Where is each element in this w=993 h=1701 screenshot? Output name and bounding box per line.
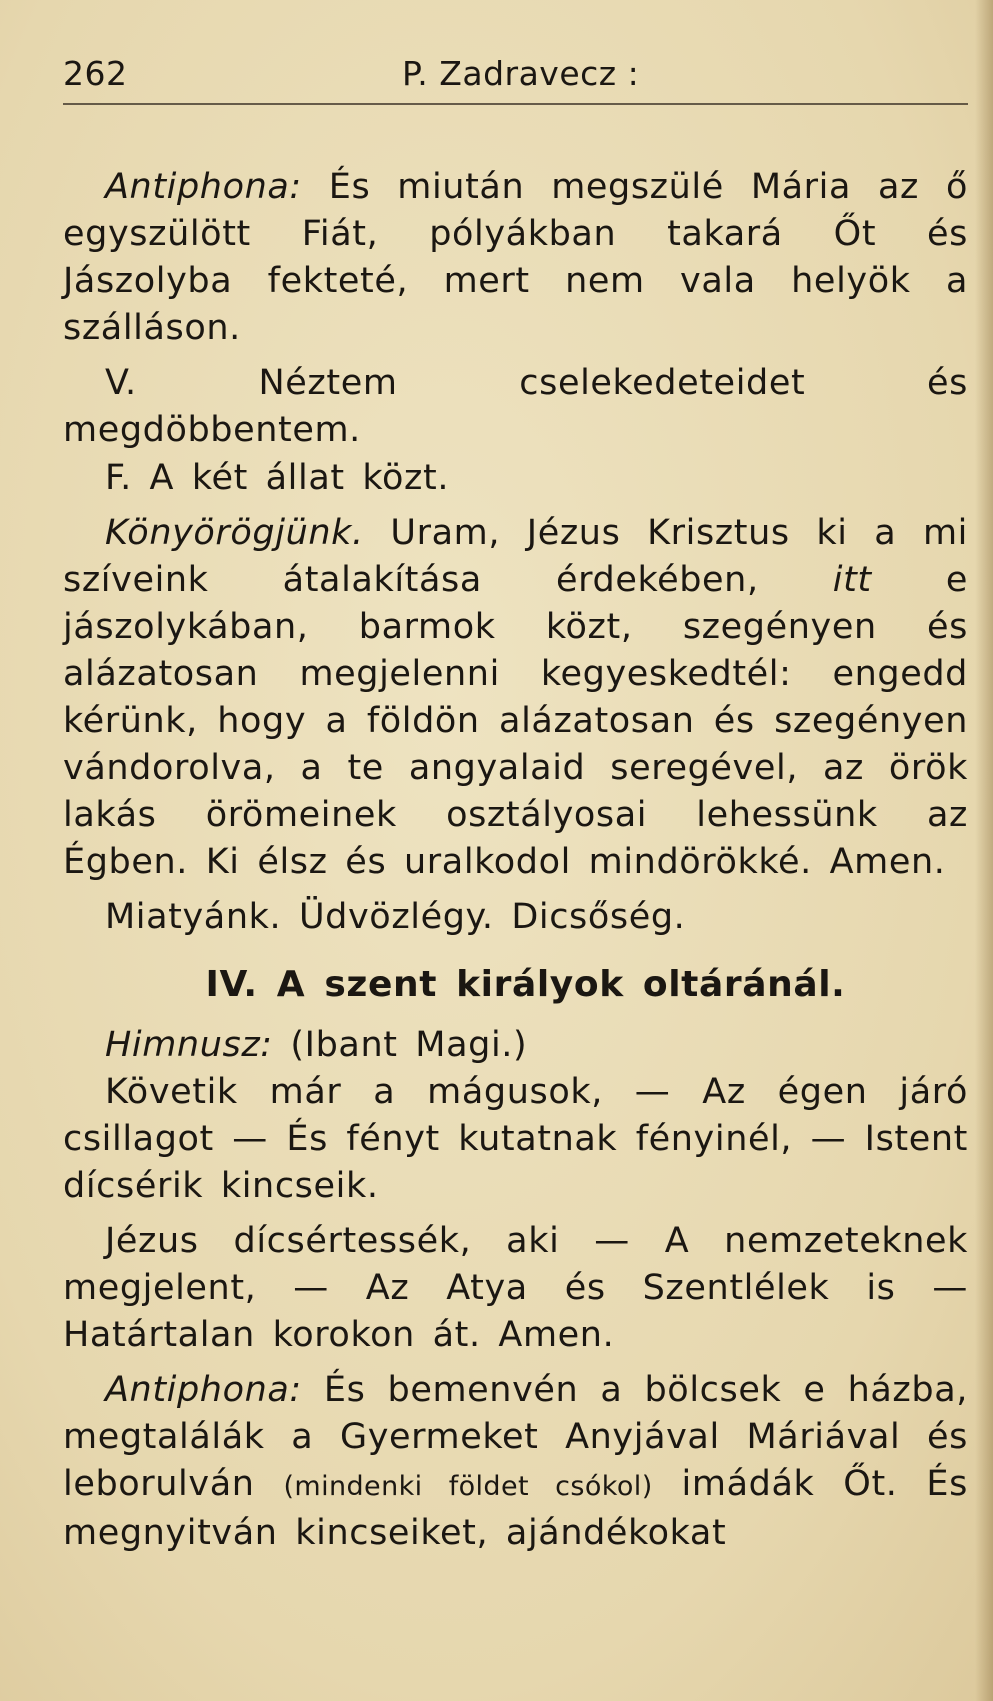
prayer-itt: itt [832, 559, 872, 600]
spacer [63, 352, 968, 360]
antiphona-text: És miután megszülé Mária az ő egyszülött Fiát, pólyákban takará Őt és Jászolyba fekteté, mert nem vala helyök a szálláson. [63, 167, 968, 349]
closing-prayers: Miatyánk. Üdvözlégy. Dicsőség. [105, 897, 686, 938]
page-number: 262 [63, 54, 128, 93]
spacer [63, 886, 968, 894]
page-body [63, 164, 968, 1558]
hymn-title: (Ibant Magi.) [272, 1024, 528, 1065]
antiphona-2-text-part-2: imádák Őt. És megnyitván kincseiket, ajándékokat [63, 1464, 968, 1554]
hymn-stanza-2: Jézus dícsértessék, aki — A nemzeteknek megjelent, — Az Atya és Szentlélek is — Határtalan korokon át. Amen. [63, 1220, 968, 1356]
prayer-paragraph [63, 510, 968, 887]
response-paragraph: F. A két állat közt. [105, 457, 450, 498]
hymn-stanza-1: Követik már a mágusok, — Az égen járó csillagot — És fényt kutatnak fényinél, — Istent dícsérik kincseik. [63, 1071, 968, 1206]
antiphona-2-rubric: (mindenki földet csókol) [283, 1471, 653, 1503]
antiphona-2-text-part-1: És bemenvén a bölcsek e házba, megtalálák a Gyermeket Anyjával Máriával és leborulván [63, 1370, 968, 1505]
spacer [63, 1014, 968, 1022]
spacer [63, 502, 968, 510]
page-header [63, 52, 968, 96]
spacer [63, 1359, 968, 1367]
header-rule [63, 103, 968, 105]
prayer-text-part-1: Uram, Jézus Krisztus ki a mi szíveink átalakítása érdekében, [63, 512, 968, 600]
prayer-text-part-2: e jászolykában, barmok közt, szegényen és alázatosan megjelenni kegyeskedtél: engedd kérünk, hogy a földön alázatosan és szegényen vándorolva, a te angyalaid seregével, az örök lakás örömeinek osztályosai lehessünk az Égben. Ki élsz és uralkodol mindörökké. Amen. [63, 559, 969, 883]
antiphona-2-paragraph [63, 1367, 968, 1557]
section-heading: IV. A szent királyok oltáránál. [205, 963, 846, 1005]
versicle-paragraph: V. Néztem cselekedeteidet és megdöbbentem. [63, 363, 968, 451]
prayer-label: Könyörögjünk. [105, 512, 364, 553]
antiphona-label: Antiphona: [105, 167, 302, 207]
page-edge-shadow [975, 0, 993, 1701]
hymn-title-line [63, 1022, 968, 1069]
antiphona-paragraph [63, 164, 968, 352]
spacer [63, 1210, 968, 1218]
antiphona-2-label: Antiphona: [105, 1370, 302, 1411]
running-title: P. Zadravecz : [402, 54, 640, 93]
hymn-label: Himnusz: [105, 1024, 273, 1065]
spacer [63, 942, 968, 956]
